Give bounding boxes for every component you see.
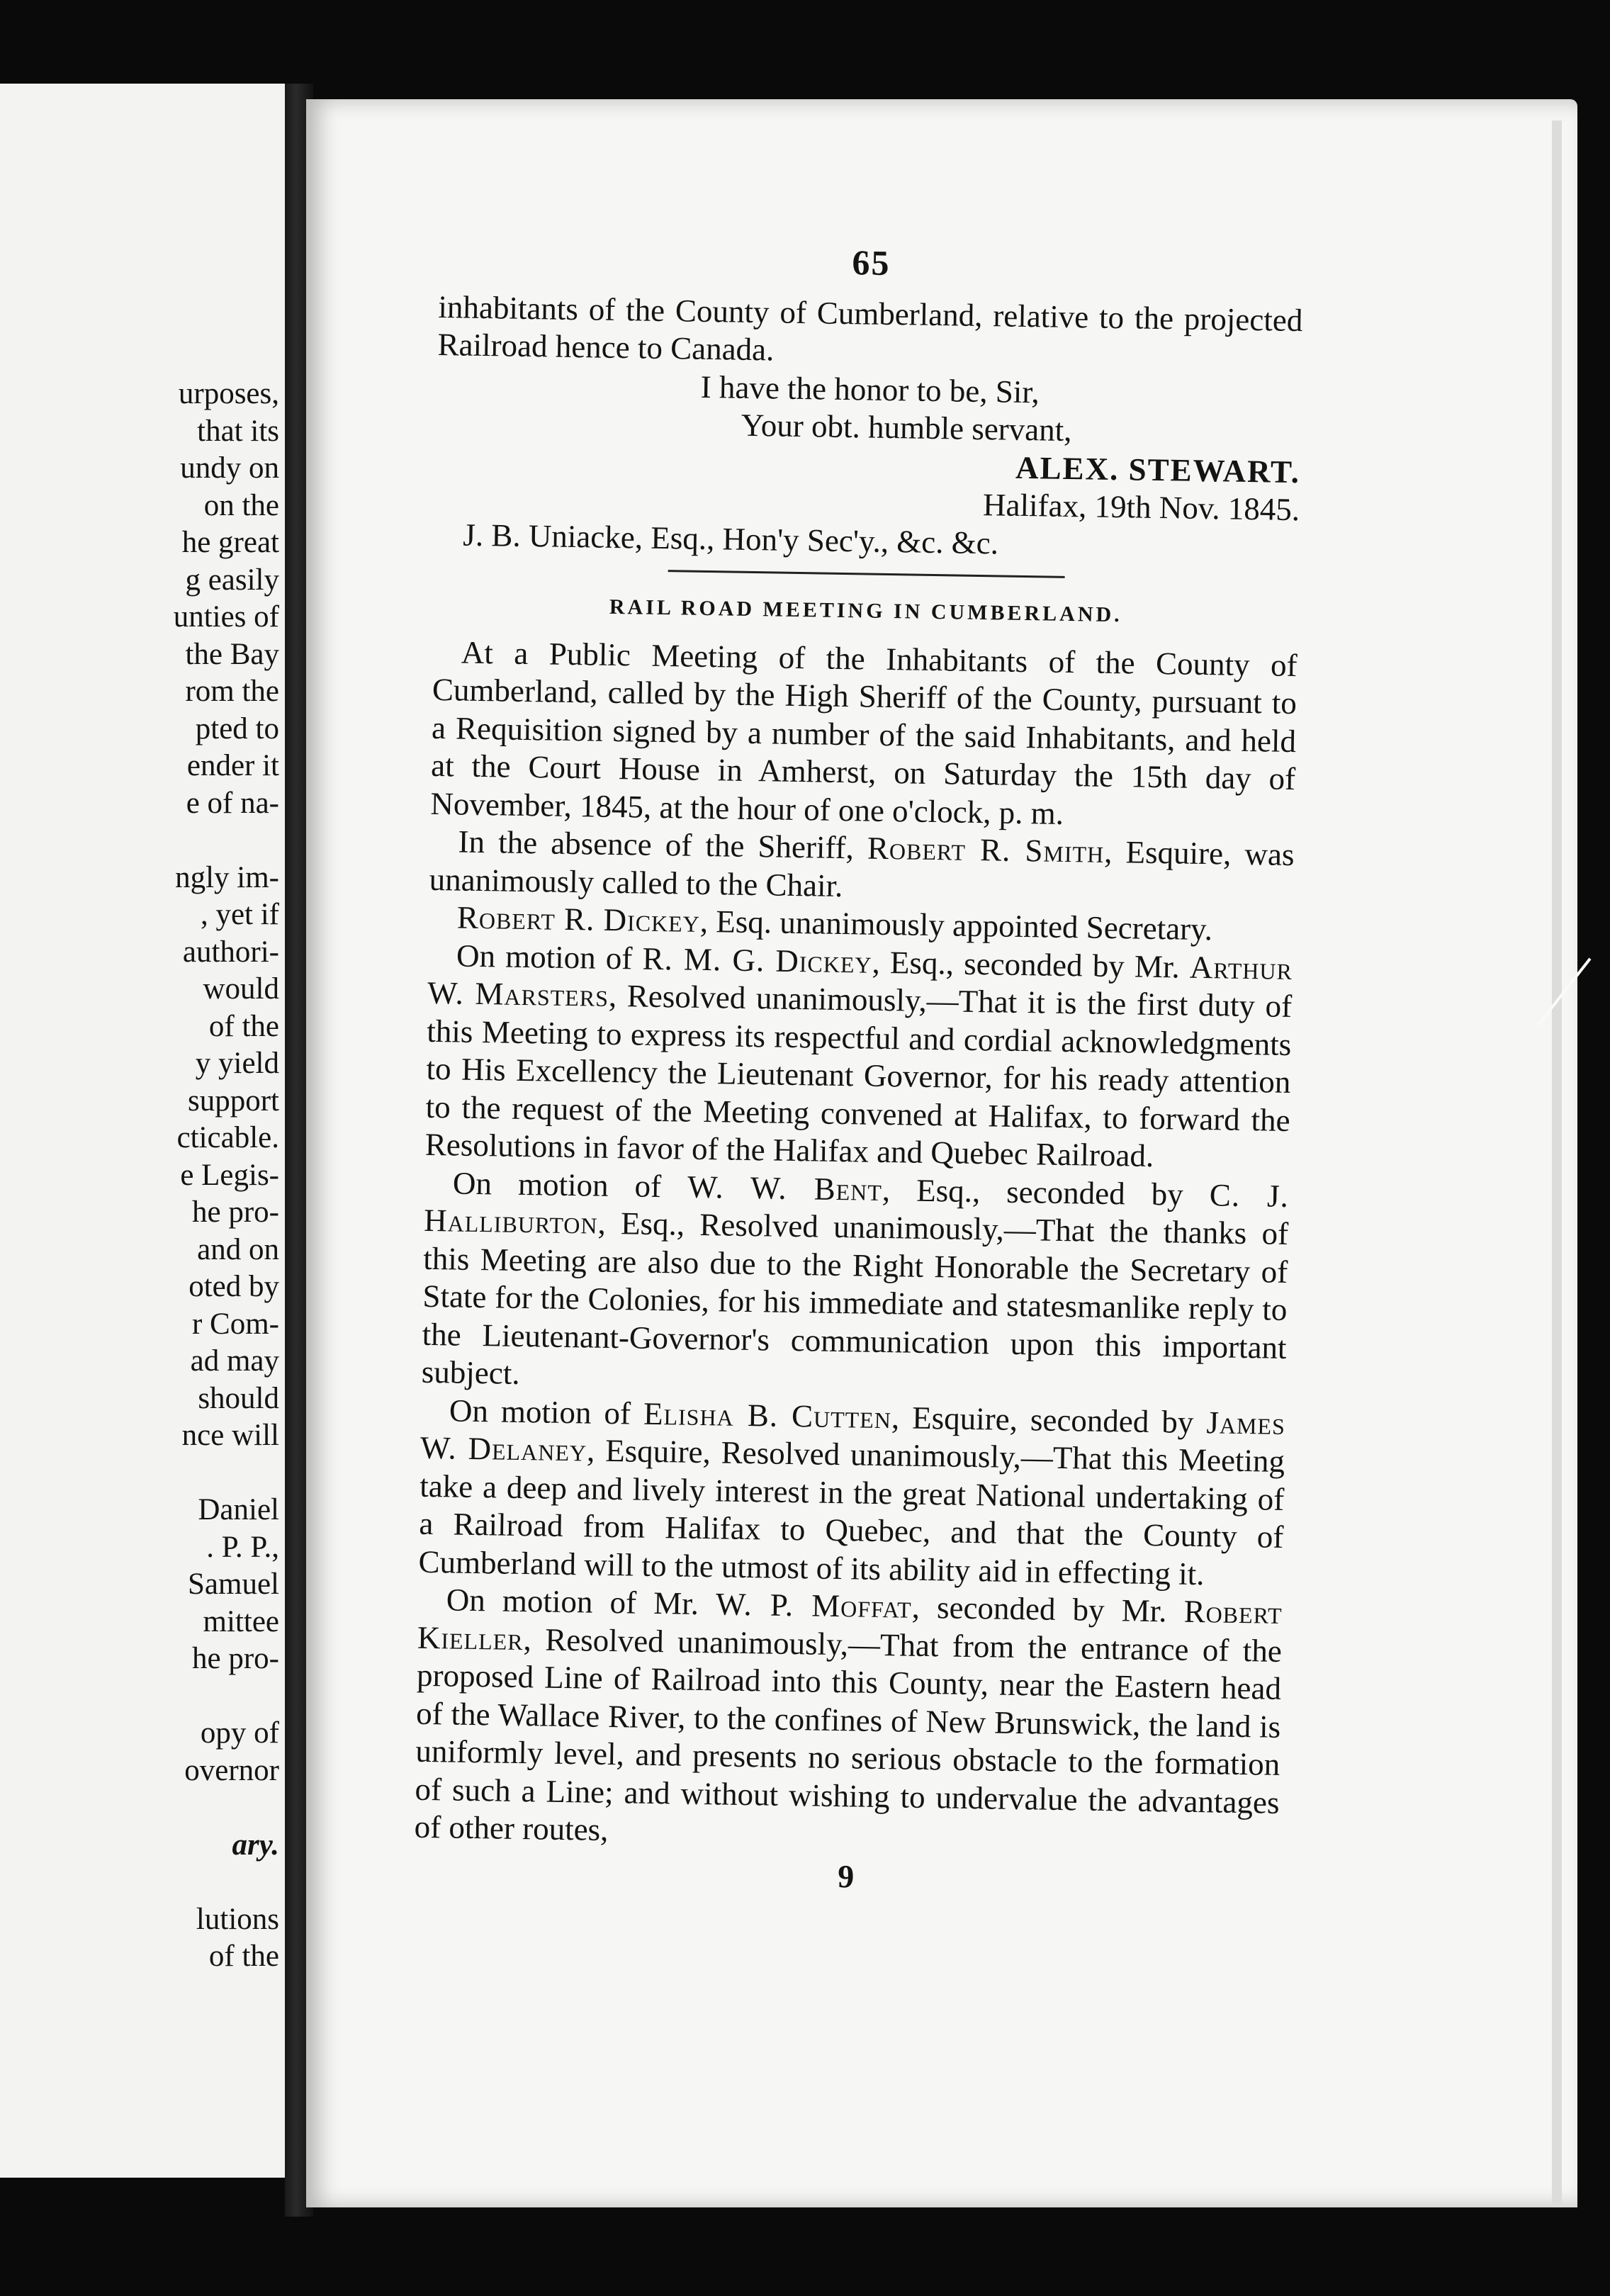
left-page-line: on the (203, 488, 279, 522)
left-page-line (0, 822, 279, 860)
left-page-line: e Legis- (180, 1158, 279, 1192)
left-page-line (0, 1864, 279, 1901)
left-page-line: e of na- (186, 786, 279, 820)
page-number: 65 (852, 242, 891, 283)
left-page-text (0, 376, 279, 1976)
left-page-line: of the (208, 1009, 279, 1043)
left-page-line: r Com- (191, 1307, 279, 1341)
left-page-line: g easily (185, 563, 279, 597)
person-name: W. W. Bent (687, 1169, 883, 1208)
left-page-line: he pro- (192, 1642, 279, 1675)
left-page-line (0, 1678, 279, 1716)
page-edge (1552, 120, 1562, 2207)
left-page-line: mittee (203, 1604, 279, 1638)
left-page-line: . P. P., (206, 1530, 279, 1564)
left-page-line: ender it (186, 749, 279, 782)
person-name: W. P. Moffat (715, 1586, 913, 1625)
left-page-line: , yet if (200, 898, 279, 931)
paragraph-meeting: At a Public Meeting of the Inhabitants of the County of Cumberland, called by the High Sheriff of the County, pursuant to a Requisition signed by a number of the said Inhabitants, and held at the Court House in Amherst, on Saturday the 15th day of November, 1845, at the hour of one o'clock, p. m. (430, 634, 1298, 831)
left-page-line: nce will (181, 1419, 279, 1452)
letter-signature: ALEX. STEWART. (1015, 449, 1301, 490)
left-page-line: urposes, (178, 377, 279, 410)
left-page-fragment (0, 84, 285, 2178)
paragraph-chair: In the absence of the Sheriff, Robert R. Smith, Esquire, was unanimously called to the Chair. (429, 823, 1295, 904)
left-page-line: and on (197, 1232, 279, 1266)
left-page-line: pted to (195, 711, 279, 745)
signature-mark: 9 (837, 1857, 855, 1894)
left-page-line: authori- (182, 935, 279, 969)
letter-closing-servant: Your obt. humble servant, (741, 407, 1072, 449)
left-page-line: undy on (180, 451, 279, 485)
person-name: Robert R. Smith (867, 830, 1105, 870)
left-page-line (0, 1455, 279, 1492)
letter-closing: I have the honor to be, Sir, (700, 368, 1040, 410)
left-page-line: Samuel (188, 1568, 279, 1601)
letter-addressee: J. B. Uniacke, Esq., Hon'y Sec'y., &c. &c. (463, 517, 999, 561)
left-page-line: would (203, 972, 279, 1006)
left-page-line: lutions (196, 1902, 279, 1936)
paragraph-secretary: Robert R. Dickey, Esq. unanimously appointed Secretary. (456, 899, 1213, 947)
section-heading: RAIL ROAD MEETING IN CUMBERLAND. (609, 595, 1122, 627)
left-page-line: support (188, 1084, 279, 1118)
left-page-line: ary. (232, 1828, 279, 1862)
person-name: James W. Delaney (420, 1404, 1286, 1468)
left-page-line: overnor (184, 1753, 279, 1787)
left-page-line: y yield (195, 1047, 279, 1080)
page-column (413, 237, 1303, 1902)
left-page-line: cticable. (176, 1121, 279, 1154)
left-page-line: he pro- (192, 1195, 279, 1229)
left-page-line: the Bay (185, 637, 279, 671)
left-page-line: ad may (190, 1344, 279, 1378)
person-name: Robert Kieller (417, 1593, 1283, 1657)
left-page-line: oted by (188, 1270, 279, 1303)
left-page-line: opy of (200, 1716, 279, 1750)
left-page-line: he great (181, 526, 279, 559)
letter-place-date: Halifax, 19th Nov. 1845. (982, 487, 1300, 528)
person-name: Elisha B. Cutten (643, 1395, 892, 1435)
left-page-line: Daniel (198, 1493, 279, 1526)
left-page-line: unties of (173, 600, 279, 634)
section-rule (668, 570, 1065, 578)
left-page-line: that its (197, 414, 279, 448)
person-name: C. J. Halliburton (423, 1176, 1290, 1241)
left-page-line: ngly im- (175, 860, 279, 894)
person-name: Robert R. Dickey (456, 899, 701, 939)
left-page-line: of the (208, 1940, 279, 1973)
paragraph-motion-4: On motion of Mr. W. P. Moffat, seconded by Mr. Robert Kieller, Resolved unanimously,—That from the entrance of the proposed Line of Railroad into this County, near the Eastern head of the Wallace River, to the confines of New Brunswick, the land is uniformly level, and presents no serious obstacle to the formation of such a Line; and without wishing to undervalue the advantages of other routes, (414, 1582, 1283, 1848)
paragraph-motion-1: On motion of R. M. G. Dickey, Esq., seconded by Mr. Arthur W. Marsters, Resolved unanimously,—That it is the first duty of this Meeting to express its respectful and cordial acknowledgments to His Excellency the Lieutenant Governor, for his ready attention to the request of the Meeting convened at Halifax, to forward the Resolutions in favor of the Halifax and Quebec Railroad. (424, 938, 1293, 1174)
left-page-line (0, 1789, 279, 1827)
left-page-line: should (198, 1381, 279, 1415)
person-name: Arthur W. Marsters (427, 949, 1293, 1013)
paragraph-motion-2: On motion of W. W. Bent, Esq., seconded by C. J. Halliburton, Esq., Resolved unanimously,—That the thanks of this Meeting are also due to the Right Honorable the Secretary of State for the Colonies, for his immediate and statesmanlike reply to the Lieutenant-Governor's communication upon this important subject. (421, 1164, 1290, 1391)
paragraph-motion-3: On motion of Elisha B. Cutten, Esquire, seconded by James W. Delaney, Esquire, Resolved unanimously,—That this Meeting take a deep and lively interest in the great National undertaking of a Railroad from Halifax to Quebec, and that the County of Cumberland will to the utmost of its ability aid in effecting it. (418, 1392, 1286, 1592)
left-page-line: rom the (185, 675, 279, 708)
letter-end: inhabitants of the County of Cumberland, relative to the projected Railroad hence to Canada. (437, 288, 1303, 368)
person-name: R. M. G. Dickey (642, 940, 873, 980)
